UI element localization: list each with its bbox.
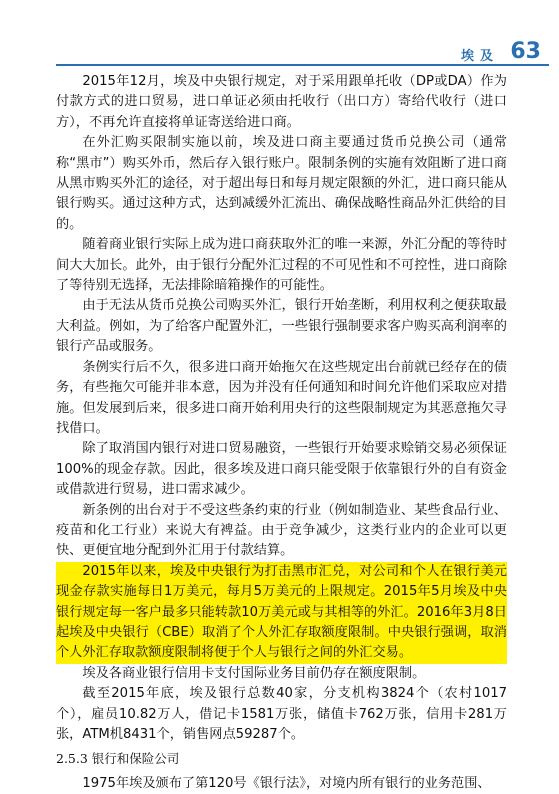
paragraph: 埃及各商业银行信用卡支付国际业务目前仍存在额度限制。 bbox=[82, 665, 426, 681]
page-number: 63 bbox=[510, 39, 541, 64]
header-rule bbox=[56, 64, 549, 66]
paragraph: 条例实行后不久，很多进口商开始拖欠在这些规定出台前就已经存在的债务，有些拖欠可能并非本意，因为并没有任何通知和时间允许他们采取应对措施。但发展到后来，很多进口商开始利用央行的这些限制规定为其恶意拖欠寻找借口。 bbox=[56, 359, 507, 436]
paragraph: 新条例的出台对于不受这些条约束的行业（例如制造业、某些食品行业、疫苗和化工行业）来说大有裨益。由于竞争减少，这类行业内的企业可以更快、更便宜地分配到外汇用于付款结算。 bbox=[56, 502, 507, 559]
page-body bbox=[56, 72, 507, 794]
highlighted-paragraph: 2015年以来，埃及中央银行为打击黑市汇兑，对公司和个人在银行美元现金存款实施每日1万美元，每月5万美元的上限规定。2015年5月埃及中央银行规定每一客户最多只能转款10万美元或与其相等的外汇。2016年3月8日起埃及中央银行（CBE）取消了个人外汇存取额度限制。中央银行强调，取消个人外汇存取款额度限制将便于个人与银行之间的外汇交易。 bbox=[56, 562, 507, 664]
paragraph: 在外汇购买限制实施以前，埃及进口商主要通过货币兑换公司（通常称“黑市”）购买外币，然后存入银行账户。限制条例的实施有效阻断了进口商从黑市购买外汇的途径，对于超出每日和每月规定限额的外汇，进口商只能从银行购买。通过这种方式，达到减缓外汇流出、确保战略性商品外汇供给的目的。 bbox=[56, 135, 507, 232]
paragraph: 随着商业银行实际上成为进口商获取外汇的唯一来源，外汇分配的等待时间大大加长。此外，由于银行分配外汇过程的不可见性和不可控性，进口商除了等待别无选择，无法排除暗箱操作的可能性。 bbox=[56, 237, 507, 294]
paragraph: 2015年12月，埃及中央银行规定，对于采用跟单托收（DP或DA）作为付款方式的进口贸易，进口单证必须由托收行（出口方）寄给代收行（进口方），不再允许直接将单证寄送给进口商。 bbox=[56, 74, 507, 130]
paragraph: 1975年埃及颁布了第120号《银行法》，对境内所有银行的业务范围、 bbox=[82, 775, 491, 791]
paragraph: 除了取消国内银行对进口贸易融资，一些银行开始要求赊销交易必须保证100%的现金存款。因此，很多埃及进口商只能受限于依靠银行外的自有资金或借款进行贸易，进口需求减少。 bbox=[56, 441, 507, 498]
section-title: 埃及 bbox=[460, 49, 499, 64]
paragraph: 由于无法从货币兑换公司购买外汇，银行开始垄断，利用权利之便获取最大利益。例如，为了给客户配置外汇，一些银行强制要求客户购买高利润率的银行产品或服务。 bbox=[56, 298, 507, 355]
section-heading: 2.5.3 银行和保险公司 bbox=[56, 751, 180, 767]
paragraph: 截至2015年底，埃及银行总数40家，分支机构3824个（农村1017个），雇员10.82万人，借记卡1581万张，储值卡762万张，信用卡281万张，ATM机8431个，销售网点59287个。 bbox=[56, 686, 507, 742]
